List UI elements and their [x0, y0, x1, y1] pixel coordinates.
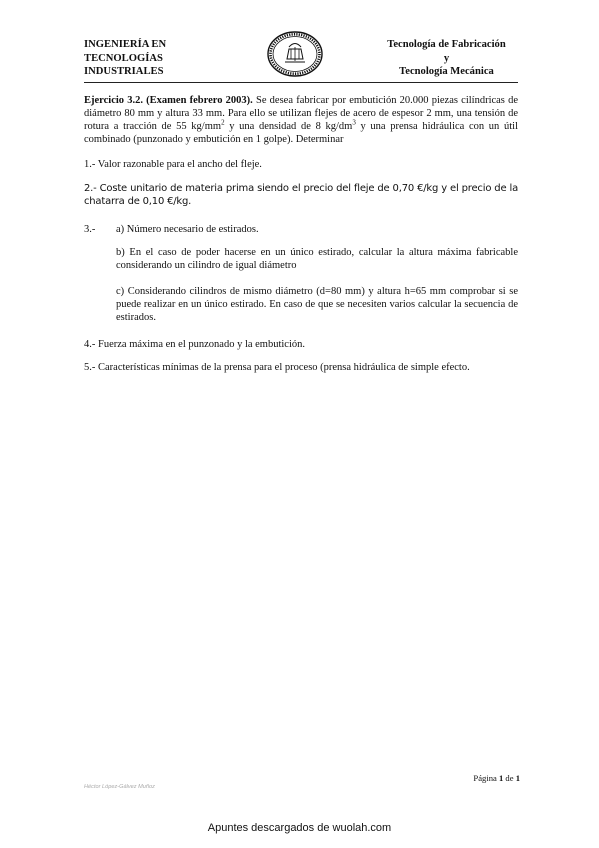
page-label: Página — [473, 773, 497, 783]
header-divider — [84, 82, 518, 83]
page-number — [460, 773, 520, 783]
page-of: de — [505, 773, 514, 783]
exercise-title: Ejercicio 3.2. (Examen febrero 2003). — [84, 95, 253, 106]
question-4: 4.- Fuerza máxima en el punzonado y la embutición. — [84, 339, 306, 350]
question-3a: a) Número necesario de estirados. — [116, 224, 259, 235]
header-subject-line: Tecnología de Fabricación — [387, 39, 506, 50]
question-1: 1.- Valor razonable para el ancho del fleje. — [84, 159, 262, 170]
exercise-text: Se desea fabricar por embutición 20.000 piezas cilíndricas de diámetro 80 mm y altura 33 mm. Para ello se utilizan flejes de acero de espesor 2 mm, una tensión de rotura a tracción de 55 kg/mm — [84, 95, 518, 132]
header-subject-line: y — [443, 52, 450, 64]
university-seal-icon — [265, 29, 325, 79]
author-name: Héctor López-Gálvez Muñoz — [84, 784, 155, 790]
question-3-number: 3.- — [84, 224, 96, 235]
question-5: 5.- Características mínimas de la prensa para el proceso (prensa hidráulica de simple efecto. — [84, 362, 470, 373]
page-current: 1 — [498, 773, 504, 783]
header-institution — [84, 38, 224, 79]
superscript: 2 — [221, 118, 225, 127]
exercise-statement — [84, 94, 518, 146]
header-institution-line: INDUSTRIALES — [84, 66, 164, 77]
superscript: 3 — [352, 118, 356, 127]
exercise-text: y una prensa hidráulica con un útil combinado (punzonado y embutición en 1 golpe). Determinar — [84, 121, 518, 145]
question-3b: b) En el caso de poder hacerse en un único estirado, calcular la altura máxima fabricable considerando un cilindro de igual diámetro — [116, 247, 518, 271]
question-2: 2.- Coste unitario de materia prima siendo el precio del fleje de 0,70 €/kg y el precio de la chatarra de 0,10 €/kg. — [84, 183, 518, 207]
download-note: Apuntes descargados de wuolah.com — [207, 822, 392, 834]
header-institution-line: INGENIERÍA EN — [84, 39, 167, 50]
exercise-text: y una densidad de 8 kg/dm — [224, 121, 353, 132]
header-subject — [360, 38, 533, 79]
question-3c: c) Considerando cilindros de mismo diámetro (d=80 mm) y altura h=65 mm comprobar si se puede realizar en un único estirado. En caso de que se necesiten varios calcular la secuencia de estirados. — [116, 286, 518, 323]
header-institution-line: TECNOLOGÍAS — [84, 52, 163, 64]
page-total: 1 — [515, 773, 520, 783]
header-subject-line: Tecnología Mecánica — [399, 66, 494, 77]
